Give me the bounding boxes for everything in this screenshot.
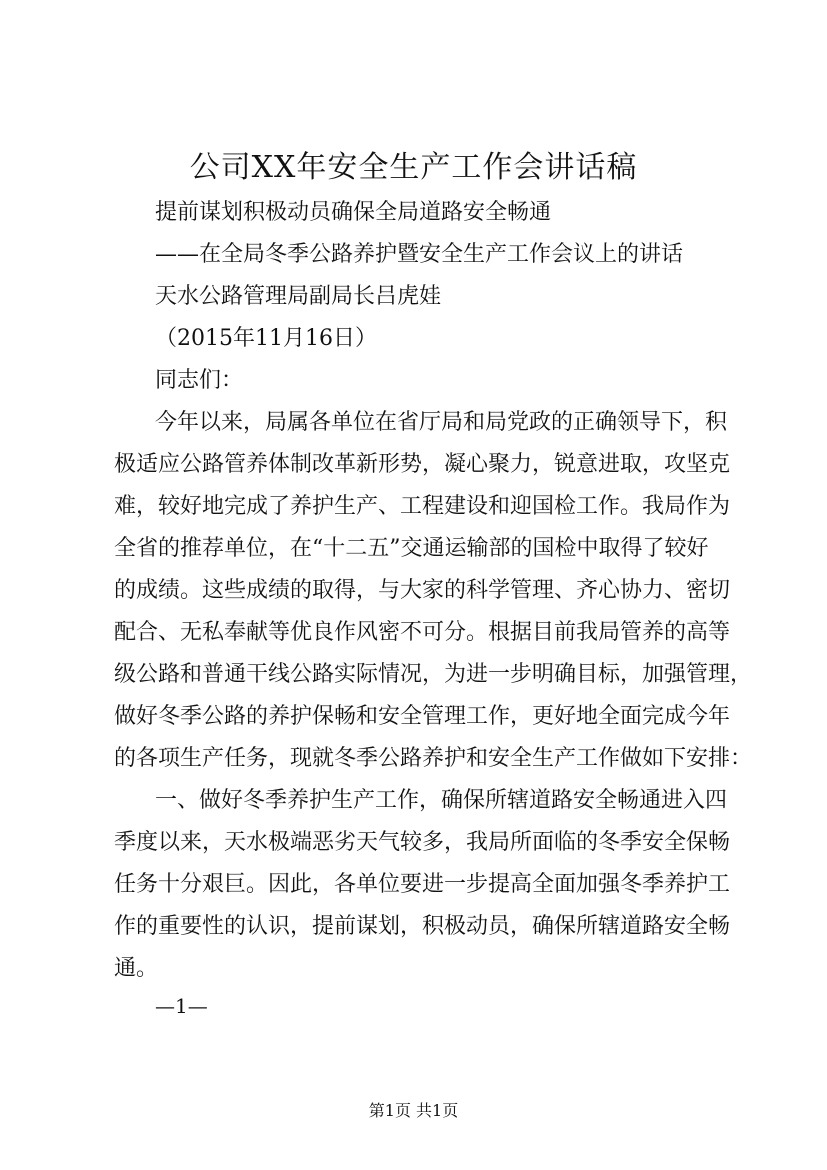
paragraph-line: 今年以来，局属各单位在省厅局和局党政的正确领导下，积 [155, 410, 728, 435]
paragraph-line: 级公路和普通干线公路实际情况，为进一步明确目标，加强管理， [114, 662, 753, 687]
paragraph-line: 的各项生产任务，现就冬季公路养护和安全生产工作做如下安排： [114, 746, 753, 771]
date: （2015年11月16日） [155, 326, 377, 351]
paragraph-line: 任务十分艰巨。因此，各单位要进一步提高全面加强冬季养护工 [114, 872, 731, 897]
paragraph-line: 作的重要性的认识，提前谋划，积极动员，确保所辖道路安全畅 [114, 914, 731, 939]
document-title: 公司XX年安全生产工作会讲话稿 [189, 150, 638, 185]
paragraph-line: 难，较好地完成了养护生产、工程建设和迎国检工作。我局作为 [114, 494, 731, 519]
page-number: —1— [155, 994, 208, 1018]
paragraph-line: 通。 [114, 956, 159, 981]
salutation: 同志们： [155, 368, 244, 393]
subtitle: 提前谋划积极动员确保全局道路安全畅通 [155, 200, 552, 225]
speaker: 天水公路管理局副局长吕虎娃 [155, 284, 442, 309]
paragraph-line: 的成绩。这些成绩的取得，与大家的科学管理、齐心协力、密切 [114, 578, 731, 603]
paragraph-line: 配合、无私奉献等优良作风密不可分。根据目前我局管养的高等 [114, 620, 731, 645]
paragraph-line: 做好冬季公路的养护保畅和安全管理工作，更好地全面完成今年 [114, 704, 731, 729]
paragraph-line: 极适应公路管养体制改革新形势，凝心聚力，锐意进取，攻坚克 [114, 452, 731, 477]
paragraph-line: 季度以来，天水极端恶劣天气较多，我局所面临的冬季安全保畅 [114, 830, 731, 855]
paragraph-line: 一、做好冬季养护生产工作，确保所辖道路安全畅通进入四 [155, 788, 728, 813]
subheading: ——在全局冬季公路养护暨安全生产工作会议上的讲话 [155, 242, 684, 267]
page-footer: 第1页 共1页 [368, 1101, 459, 1120]
paragraph-line: 全省的推荐单位，在“十二五”交通运输部的国检中取得了较好 [114, 536, 709, 561]
